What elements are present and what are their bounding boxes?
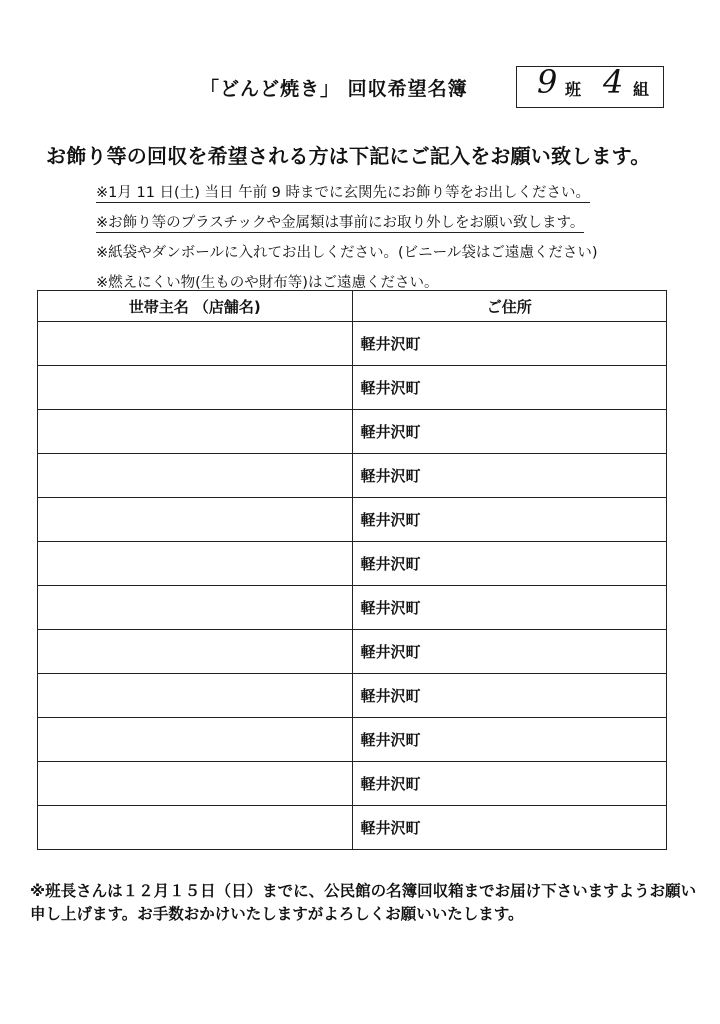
name-cell[interactable]	[38, 806, 353, 850]
note-text: ※1月 11 日(土) 当日 午前 9 時までに玄関先にお飾り等をお出しください。	[96, 185, 591, 201]
notes-list	[96, 180, 696, 300]
name-cell[interactable]	[38, 410, 353, 454]
name-cell[interactable]	[38, 762, 353, 806]
address-cell[interactable]: 軽井沢町	[352, 542, 667, 586]
address-cell[interactable]: 軽井沢町	[352, 498, 667, 542]
table-row	[38, 542, 667, 586]
name-cell[interactable]	[38, 454, 353, 498]
roster-table	[37, 290, 667, 850]
note-item	[96, 210, 696, 240]
name-cell[interactable]	[38, 366, 353, 410]
table-row	[38, 630, 667, 674]
table-row	[38, 322, 667, 366]
headline: お飾り等の回収を希望される方は下記にご記入をお願い致します。	[46, 144, 651, 168]
table-row	[38, 410, 667, 454]
header-name: 世帯主名 （店舗名)	[38, 291, 353, 322]
page-title: 「どんど焼き」 回収希望名簿	[200, 78, 468, 100]
note-text: ※お飾り等のプラスチックや金属類は事前にお取り外しをお願い致します。	[96, 215, 585, 231]
name-cell[interactable]	[38, 674, 353, 718]
table-row	[38, 762, 667, 806]
name-cell[interactable]	[38, 718, 353, 762]
kumi-label: 組	[633, 80, 650, 99]
address-cell[interactable]: 軽井沢町	[352, 586, 667, 630]
address-cell[interactable]: 軽井沢町	[352, 806, 667, 850]
footer-note: ※班長さんは１２月１５日（日）までに、公民館の名簿回収箱までお届け下さいますようお願い申し上げます。お手数おかけいたしますがよろしくお願いいたします。	[30, 882, 697, 923]
address-cell[interactable]: 軽井沢町	[352, 322, 667, 366]
name-cell[interactable]	[38, 586, 353, 630]
note-item	[96, 240, 696, 270]
address-cell[interactable]: 軽井沢町	[352, 366, 667, 410]
note-text: ※燃えにくい物(生ものや財布等)はご遠慮ください。	[96, 275, 439, 291]
address-cell[interactable]: 軽井沢町	[352, 762, 667, 806]
note-item	[96, 180, 696, 210]
han-label: 班	[565, 80, 582, 99]
group-box	[516, 63, 664, 108]
table-row	[38, 498, 667, 542]
name-cell[interactable]	[38, 542, 353, 586]
table-row	[38, 718, 667, 762]
header-address: ご住所	[352, 291, 667, 322]
table-row	[38, 366, 667, 410]
name-cell[interactable]	[38, 498, 353, 542]
table-row	[38, 806, 667, 850]
table-row	[38, 586, 667, 630]
table-header-row	[38, 291, 667, 322]
han-number: 9	[537, 63, 558, 101]
note-text: ※紙袋やダンボールに入れてお出しください。(ビニール袋はご遠慮ください)	[96, 245, 598, 261]
address-cell[interactable]: 軽井沢町	[352, 410, 667, 454]
name-cell[interactable]	[38, 322, 353, 366]
address-cell[interactable]: 軽井沢町	[352, 674, 667, 718]
address-cell[interactable]: 軽井沢町	[352, 630, 667, 674]
kumi-number: 4	[603, 63, 624, 101]
address-cell[interactable]: 軽井沢町	[352, 718, 667, 762]
table-row	[38, 454, 667, 498]
address-cell[interactable]: 軽井沢町	[352, 454, 667, 498]
table-row	[38, 674, 667, 718]
name-cell[interactable]	[38, 630, 353, 674]
